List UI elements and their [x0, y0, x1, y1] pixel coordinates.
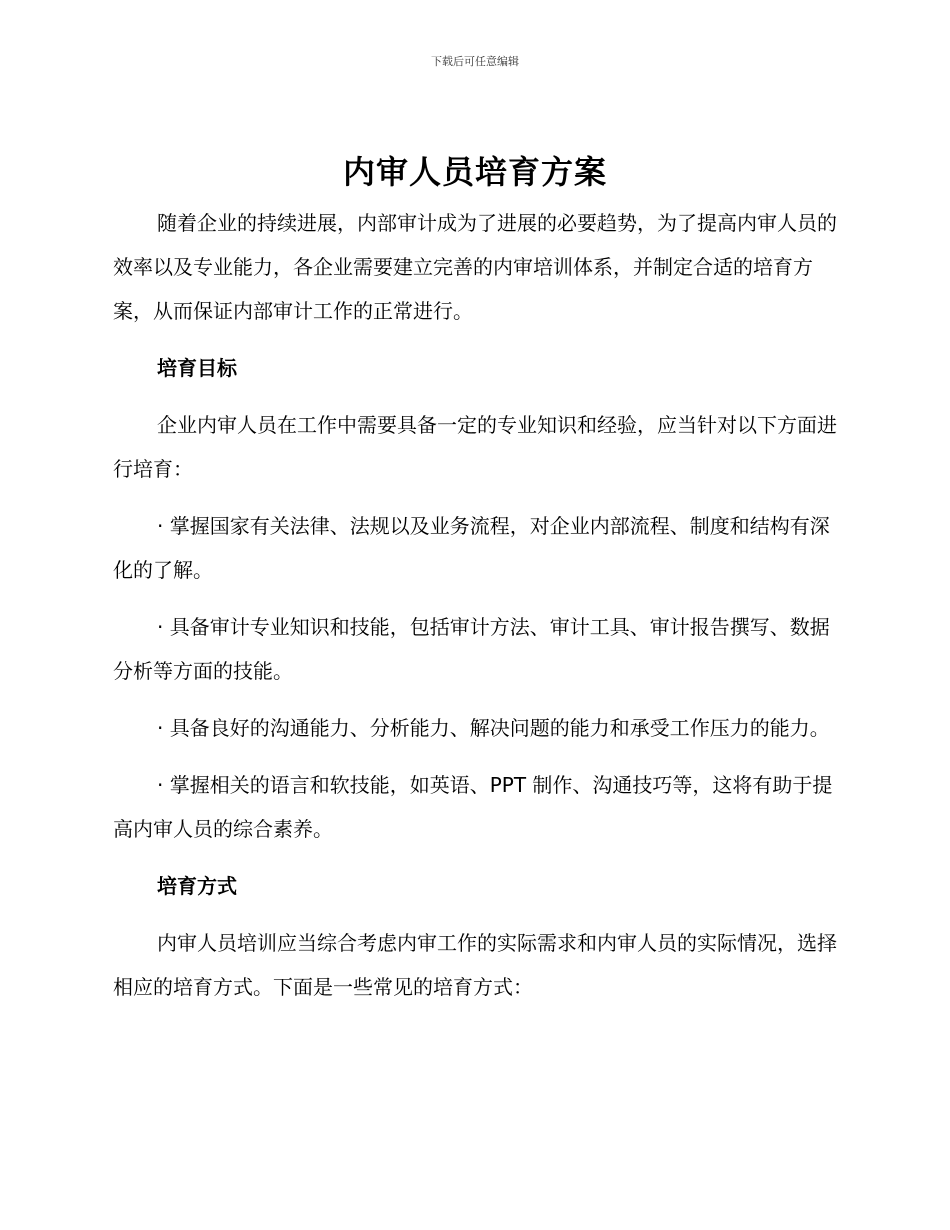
section-heading-goals: 培育目标 [157, 356, 237, 380]
document-body [113, 201, 843, 1009]
goal-item: · 具备审计专业知识和技能，包括审计方法、审计工具、审计报告撰写、数据分析等方面的技能。 [113, 615, 830, 683]
document-title: 内审人员培育方案 [342, 153, 607, 191]
page-header: 下载后可任意编辑 [431, 55, 519, 68]
intro-paragraph: 随着企业的持续进展，内部审计成为了进展的必要趋势，为了提高内审人员的效率以及专业能力，各企业需要建立完善的内审培训体系，并制定合适的培育方案，从而保证内部审计工作的正常进行。 [113, 211, 837, 323]
goal-item: · 掌握相关的语言和软技能，如英语、PPT 制作、沟通技巧等，这将有助于提高内审人员的综合素养。 [113, 773, 833, 841]
methods-intro-paragraph: 内审人员培训应当综合考虑内审工作的实际需求和内审人员的实际情况，选择相应的培育方式。下面是一些常见的培育方式： [113, 931, 837, 999]
section-heading-methods: 培育方式 [157, 874, 237, 898]
goal-item: · 掌握国家有关法律、法规以及业务流程，对企业内部流程、制度和结构有深化的了解。 [113, 514, 830, 582]
goals-intro-paragraph: 企业内审人员在工作中需要具备一定的专业知识和经验，应当针对以下方面进行培育： [113, 413, 837, 481]
goal-item: · 具备良好的沟通能力、分析能力、解决问题的能力和承受工作压力的能力。 [157, 716, 830, 740]
